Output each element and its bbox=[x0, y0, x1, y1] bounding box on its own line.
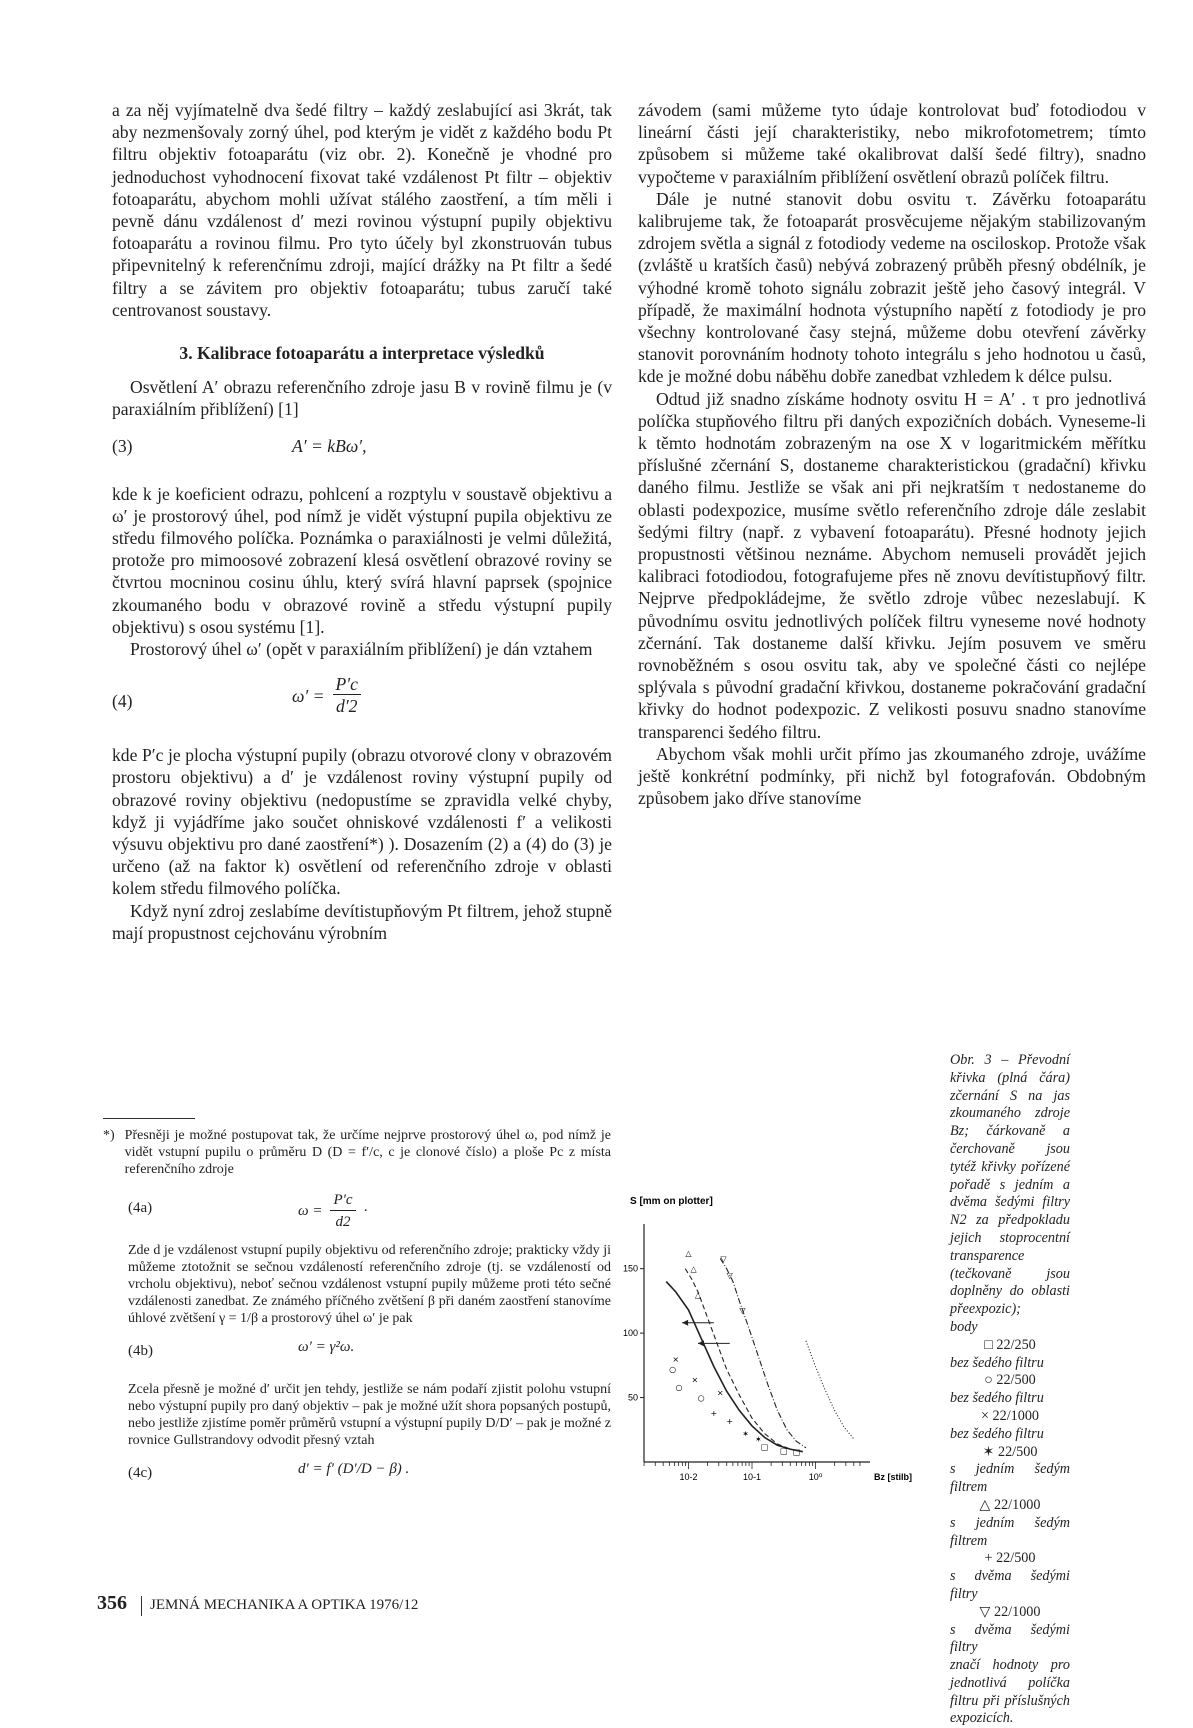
legend-entry: + 22/500 bbox=[984, 1550, 1036, 1567]
footnote-paragraph: Zde d je vzdálenost vstupní pupily objektivu od referenčního zdroje; prakticky vždy ji můžeme ztotožnit se sečnou vzdáleností referenčního zdroje (tj. se vzdáleností od vrcholu objektivu), neboť sečnou vzdálenost vstupní pupily můžeme proti této sečné vzdálenosti zanedbat. Ze známého příčného zvětšení β při daném zaostření stanovíme úhlové zvětšení γ = 1/β a prostorový úhel ω′ je pak bbox=[128, 1243, 611, 1326]
equation-4b bbox=[128, 1339, 611, 1369]
legend-entry: ▽ 22/1000 bbox=[979, 1603, 1041, 1620]
data-point: ✶ bbox=[755, 1434, 762, 1444]
legend-entry: ✶ 22/500 bbox=[982, 1443, 1038, 1460]
legend-description: s dvěma šedými filtry bbox=[950, 1568, 1070, 1602]
data-point: × bbox=[716, 1388, 724, 1398]
legend-description: bez šedého filtru bbox=[950, 1390, 1044, 1407]
footnote-paragraph: Zcela přesně je možné d′ určit jen tehdy, jestliže se nám podaří zjistit polohu vstupní nebo výstupní pupily pro daný objektiv – pak je možné užít shora popsaných postupů, nebo jestliže zjistíme poměr průměrů vstupní a výstupní pupily D/D′ – pak je možné z rovnice Gullstrandovy odvodit přesný vztah bbox=[128, 1382, 611, 1448]
fraction bbox=[333, 674, 361, 717]
equation-lhs: ω′ = bbox=[292, 685, 325, 706]
legend-description: bez šedého filtru bbox=[950, 1354, 1044, 1371]
data-point: + bbox=[726, 1416, 734, 1426]
journal-name: JEMNÁ MECHANIKA A OPTIKA 1976/12 bbox=[150, 1597, 419, 1613]
series-line-solid bbox=[666, 1282, 803, 1452]
equation-number: (4c) bbox=[128, 1465, 153, 1481]
equation-body: A′ = kBω′, bbox=[292, 435, 367, 456]
x-tick-label: 10⁰ bbox=[808, 1472, 823, 1482]
equation-lhs: ω = bbox=[298, 1203, 323, 1219]
data-point: ▽ bbox=[720, 1254, 727, 1264]
data-point: △ bbox=[690, 1264, 697, 1274]
caption-text: Obr. 3 – Převodní křivka (plná čára) zčernání S na jas zkoumaného zdroje Bz; čárkovaně a čerchovaně jsou tytéž křivky pořízené pořadě s jedním a dvěma šedými filtry N2 za předpokladu jejich stoprocentní transparence (tečkovaně jsou doplněny do oblasti přeexpozic); bbox=[950, 1052, 1070, 1318]
data-point: □ bbox=[760, 1442, 769, 1452]
equation-4a bbox=[128, 1190, 611, 1230]
x-tick-label: 10-2 bbox=[679, 1472, 698, 1482]
paragraph: Když nyní zdroj zeslabíme devítistupňovým Pt filtrem, jehož stupně mají propustnost cejchovánu výrobním bbox=[112, 900, 612, 943]
left-column bbox=[112, 99, 612, 944]
paragraph: Odtud již snadno získáme hodnoty osvitu H = A′ . τ pro jednotlivá políčka stupňového filtru při daných expozičních dobách. Vyneseme-li k těmto hodnotám zobrazeným na ose X v logaritmickém měřítku příslušné zčernání S, dostaneme charakteristickou (gradační) křivku daného filmu. Jestliže se však ani při nejkratším τ nedostaneme do oblasti podexpozice, musíme světlo referenčního zdroje dále zeslabit šedými filtry (např. z vybavení fotoaparátu). Přesné hodnoty jejich propustnosti většinou neznáme. Abychom nemuseli provádět jejich kalibraci fotodiodou, fotografujeme přes ně znovu devítistupňový filtr. Nejprve předpokládejme, že světlo zdroje vůbec nezeslabují. K původnímu osvitu jednotlivých políček filtru vyneseme nové hodnoty zčernání. Tak dostaneme další křivku. Jejím posuvem ve směru rovnoběžném s osou osvitu tak, aby ve společné části co nejlépe splývala s původní gradační křivkou, dostaneme pokračování gradační křivky do hodnot podexpozic. Z velikosti posuvu snadno stanovíme transparenci šedého filtru. bbox=[638, 388, 1146, 742]
data-point: ▽ bbox=[739, 1305, 746, 1315]
paragraph: závodem (sami můžeme tyto údaje kontrolovat buď fotodiodou v lineární části její charakteristiky, nebo mikrofotometrem; tímto způsobem si můžeme také okalibrovat další šedé filtry), snadno vypočteme v paraxiálním přiblížení osvětlení obrazů políček filtru. bbox=[638, 100, 1146, 187]
equation-tail: · bbox=[363, 1203, 368, 1219]
series-line-dotted bbox=[806, 1341, 854, 1439]
data-point: ○ bbox=[675, 1383, 683, 1393]
equation-number: (4) bbox=[112, 691, 133, 712]
footer-divider bbox=[141, 1596, 142, 1616]
paragraph: kde P′c je plocha výstupní pupily (obrazu otvorové clony v obrazovém prostoru objektivu) a d′ je vzdálenost roviny výstupní pupily od obrazové roviny objektivu (nedopustíme se zpravidla velké chyby, když ji vyjádříme jako součet ohniskové vzdálenosti f′ a velikosti výsuvu objektivu pro dané zaostření*) ). Dosazením (2) a (4) do (3) je určeno (až na faktor k) osvětlení od referenčního zdroje v oblasti kolem středu filmového políčka. bbox=[112, 745, 612, 899]
paragraph: Osvětlení A′ obrazu referenčního zdroje jasu B v rovině filmu je (v paraxiálním přiblížení) [1] bbox=[112, 377, 612, 420]
paragraph: Dále je nutné stanovit dobu osvitu τ. Závěrku fotoaparátu kalibrujeme tak, že fotoaparát prosvěcujeme nějakým stabilizovaným zdrojem světla a signál z fotodiody vedeme na osciloskop. Protože však (zvláště u kratších časů) nebývá zobrazený průběh přesný obdélník, je výhodné kromě tohoto signálu zobrazit ještě jeho časový integrál. V případě, že maximální hodnota výstupního napětí z fotodiody je pro všechny kontrolované časy stejná, můžeme dobu otevření závěrky stanovit porovnáním hodnoty tohoto integrálu s jeho hodnotou u časů, kde je možné dobu náběhu dobře zanedbat vzhledem k délce pulsu. bbox=[638, 188, 1146, 387]
data-point: △ bbox=[694, 1290, 702, 1300]
x-axis-label: Bz [stilb] bbox=[874, 1472, 912, 1482]
arrow-head bbox=[682, 1320, 688, 1326]
footnote-paragraph: Přesněji je možné postupovat tak, že určíme nejprve prostorový úhel ω, pod nímž je vidět vstupní pupilu o průměru D (D = f′/c, c je clonové číslo) a ploše Pc z místa referenčního zdroje bbox=[124, 1128, 611, 1177]
footnote-rule bbox=[103, 1118, 195, 1119]
caption-legend bbox=[950, 1319, 1070, 1657]
equation-body: d′ = f′ (D′/D − β) . bbox=[298, 1461, 410, 1477]
data-point: ○ bbox=[669, 1365, 677, 1375]
y-tick-label: 50 bbox=[627, 1392, 638, 1403]
equation-4c bbox=[128, 1461, 611, 1491]
page-footer bbox=[97, 1592, 418, 1616]
fraction-denominator: d′2 bbox=[336, 696, 358, 717]
y-tick-label: 100 bbox=[622, 1328, 638, 1339]
footnote bbox=[103, 1118, 611, 1503]
fraction bbox=[330, 1190, 355, 1233]
chart bbox=[622, 1196, 952, 1602]
data-point: × bbox=[672, 1354, 680, 1364]
data-point: + bbox=[710, 1409, 718, 1419]
data-point: ✶ bbox=[742, 1429, 749, 1439]
legend-description: bez šedého filtru bbox=[950, 1425, 1044, 1442]
equation-number: (3) bbox=[112, 435, 133, 456]
legend-entry: ○ 22/500 bbox=[984, 1372, 1036, 1389]
right-column bbox=[638, 99, 1146, 810]
paragraph: Prostorový úhel ω′ (opět v paraxiálním přiblížení) je dán vztahem bbox=[130, 639, 593, 660]
data-point: □ bbox=[779, 1446, 788, 1456]
page-number: 356 bbox=[97, 1592, 127, 1614]
section-heading: 3. Kalibrace fotoaparátu a interpretace výsledků bbox=[179, 343, 545, 364]
y-axis-label: S [mm on plotter] bbox=[630, 1196, 713, 1207]
legend-entry: □ 22/250 bbox=[984, 1336, 1036, 1353]
equation-number: (4a) bbox=[128, 1200, 153, 1216]
legend-description: s jedním šedým filtrem bbox=[950, 1461, 1070, 1496]
legend-prefix: body bbox=[950, 1318, 978, 1335]
data-point: △ bbox=[685, 1249, 692, 1259]
data-point: × bbox=[691, 1375, 699, 1385]
legend-entry: × 22/1000 bbox=[980, 1407, 1040, 1424]
equation-3 bbox=[112, 435, 612, 469]
x-tick-label: 10-1 bbox=[742, 1472, 762, 1482]
legend-description: s dvěma šedými filtry bbox=[950, 1621, 1070, 1656]
paragraph: kde k je koeficient odrazu, pohlcení a rozptylu v soustavě objektivu a ω′ je prostorový úhel, pod nímž je vidět výstupní pupila objektivu ze středu filmového políčka. Poznámka o paraxiálnosti je velmi důležitá, protože pro mimoosové zobrazení klesá osvětlení obrazové roviny se čtvrtou mocninou cosinu úhlu, který svírá hlavní paprsek (spojnice zkoumaného bodu v obrazové rovině a středu výstupní pupily objektivu) s osou systému [1]. bbox=[112, 483, 612, 637]
fraction-numerator: P′c bbox=[330, 1190, 355, 1211]
fraction-numerator: P′c bbox=[333, 674, 361, 695]
data-point: ○ bbox=[697, 1393, 705, 1403]
paragraph: a za něj vyjímatelně dva šedé filtry – každý zeslabující asi 3krát, tak aby nezmenšovaly zorný úhel, pod kterým je vidět z každého bodu Pt filtru objektiv fotoaparátu (viz obr. 2). Konečně je vhodné pro jednoduchost vyhodnocení fixovat také vzdálenost Pt filtr – objektiv fotoaparátu, abychom mohli užívat stálého zaostření, a tím měli i pevně dánu vzdálenost d′ mezi rovinou výstupní pupily objektivu fotoaparátu a rovinou filmu. Pro tyto účely byl zkonstruován tubus připevnitelný k referenčnímu zdroji, mající drážky na Pt filtr a šedé filtry a se závitem pro objektiv fotoaparátu; tubus zaručí také centrovanost soustavy. bbox=[112, 100, 612, 320]
equation-number: (4b) bbox=[128, 1343, 153, 1359]
legend-entry: △ 22/1000 bbox=[979, 1496, 1041, 1513]
data-point: □ bbox=[792, 1447, 801, 1457]
fraction-denominator: d2 bbox=[335, 1214, 351, 1230]
data-point: ▽ bbox=[726, 1271, 733, 1281]
y-tick-label: 150 bbox=[622, 1263, 638, 1274]
equation-4 bbox=[112, 674, 612, 730]
legend-description: s jedním šedým filtrem bbox=[950, 1514, 1070, 1549]
figure-caption bbox=[950, 1052, 1070, 1728]
caption-tail: značí hodnoty pro jednotlivá políčka filtru při příslušných expozicích. bbox=[950, 1657, 1070, 1727]
arrow-head bbox=[698, 1340, 704, 1346]
equation-body: ω′ = γ²ω. bbox=[298, 1339, 355, 1355]
footnote-mark: *) bbox=[103, 1128, 115, 1143]
paragraph: Abychom však mohli určit přímo jas zkoumaného zdroje, uvážíme ještě konkrétní podmínky, při nichž byl fotografován. Obdobným způsobem jako dříve stanovíme bbox=[638, 743, 1146, 809]
